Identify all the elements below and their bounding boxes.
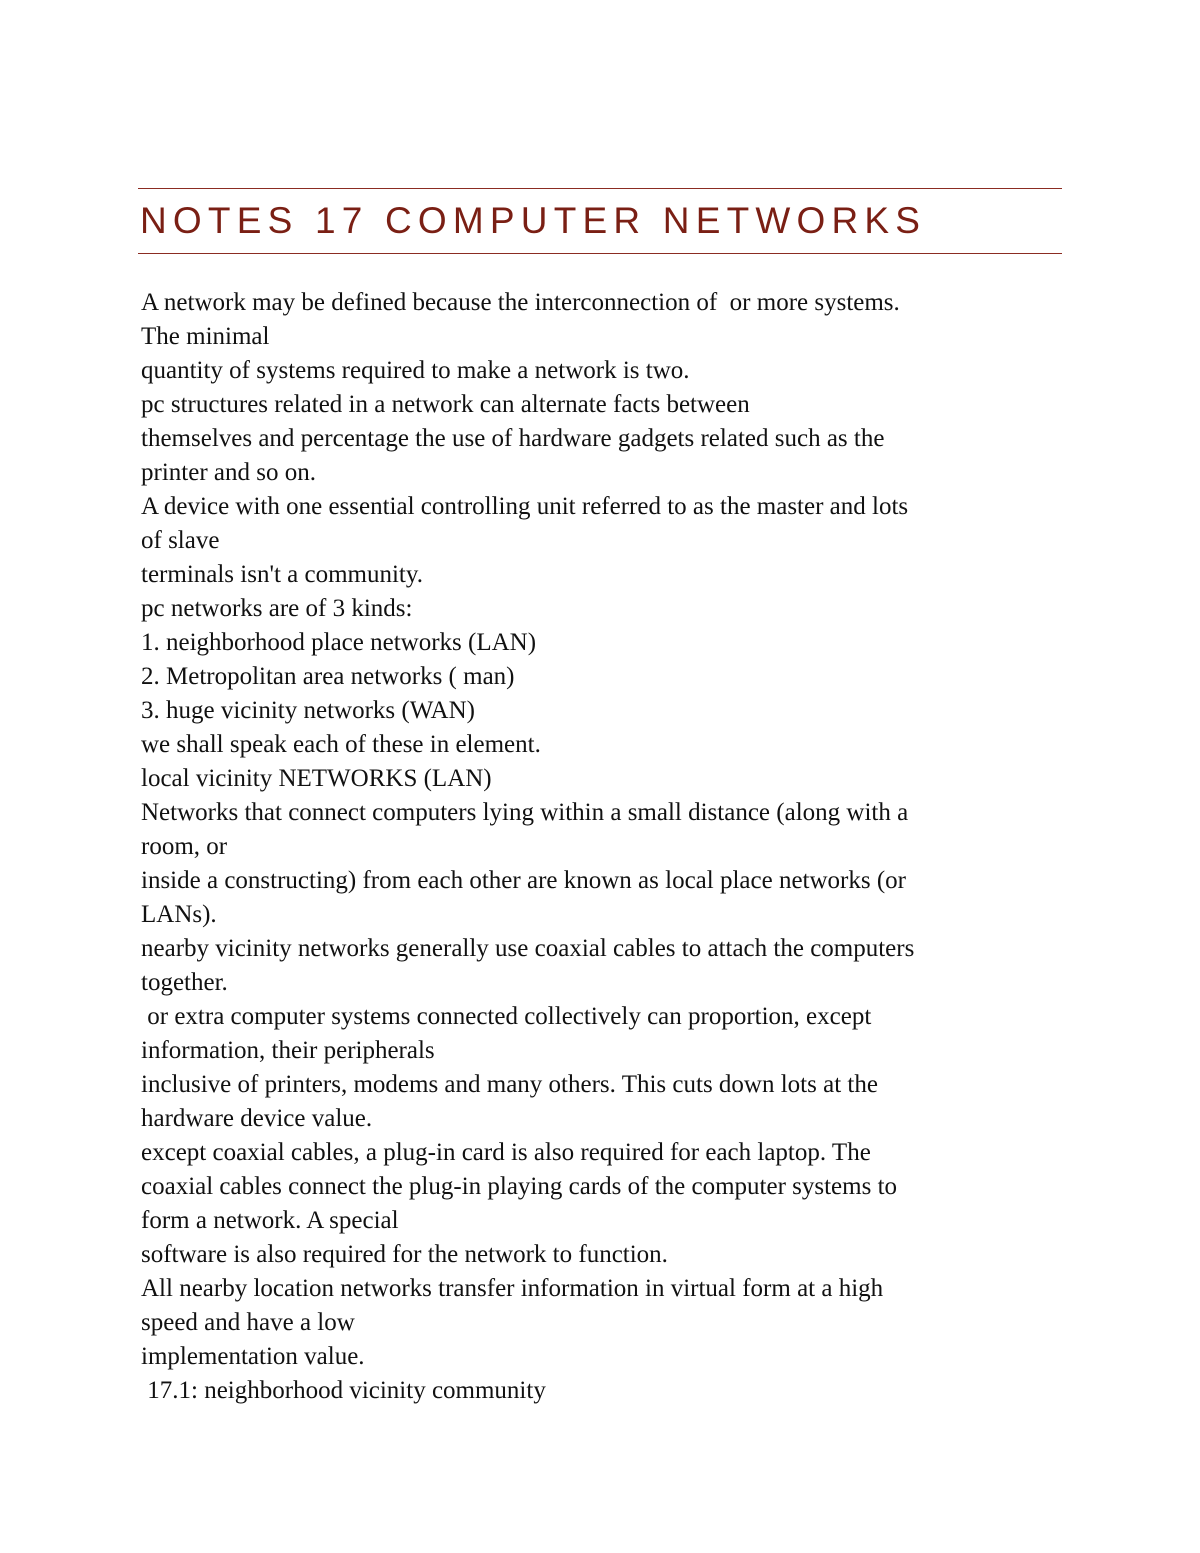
- section-heading-lan: local vicinity NETWORKS (LAN): [141, 765, 492, 792]
- text-line: pc networks are of 3 kinds:: [141, 595, 413, 622]
- list-item-wan: 3. huge vicinity networks (WAN): [141, 697, 475, 724]
- text-line: room, or: [141, 833, 228, 860]
- text-line: inclusive of printers, modems and many others. This cuts down lots at the: [141, 1071, 878, 1098]
- text-line: quantity of systems required to make a network is two.: [141, 357, 690, 384]
- text-line: together.: [141, 969, 228, 996]
- text-line: form a network. A special: [141, 1207, 399, 1234]
- text-line: hardware device value.: [141, 1105, 373, 1132]
- text-line: or extra computer systems connected collectively can proportion, except: [141, 1003, 872, 1030]
- text-line: pc structures related in a network can alternate facts between: [141, 391, 750, 418]
- text-line: LANs).: [141, 901, 217, 928]
- text-line: A device with one essential controlling unit referred to as the master and lots: [141, 493, 909, 520]
- title-bottom-rule: [138, 253, 1062, 254]
- text-line: Networks that connect computers lying within a small distance (along with a: [141, 799, 909, 826]
- text-line: terminals isn't a community.: [141, 561, 424, 588]
- text-line: except coaxial cables, a plug-in card is also required for each laptop. The: [141, 1139, 871, 1166]
- text-line: coaxial cables connect the plug-in playing cards of the computer systems to: [141, 1173, 898, 1200]
- text-line: inside a constructing) from each other are known as local place networks (or: [141, 867, 906, 894]
- body-text: [141, 286, 1081, 1408]
- text-line: nearby vicinity networks generally use coaxial cables to attach the computers: [141, 935, 915, 962]
- text-line: printer and so on.: [141, 459, 316, 486]
- list-item-man: 2. Metropolitan area networks ( man): [141, 663, 515, 690]
- list-item-lan: 1. neighborhood place networks (LAN): [141, 629, 537, 656]
- text-line: The minimal: [141, 323, 270, 350]
- text-line: we shall speak each of these in element.: [141, 731, 541, 758]
- text-line: information, their peripherals: [141, 1037, 435, 1064]
- title-block: [138, 188, 1062, 254]
- page-title: NOTES 17 COMPUTER NETWORKS: [140, 200, 927, 241]
- text-line: software is also required for the network to function.: [141, 1241, 668, 1268]
- text-line: A network may be defined because the interconnection of or more systems.: [141, 289, 900, 316]
- text-line: implementation value.: [141, 1343, 365, 1370]
- text-line: All nearby location networks transfer information in virtual form at a high: [141, 1275, 884, 1302]
- text-line: speed and have a low: [141, 1309, 355, 1336]
- text-line: of slave: [141, 527, 220, 554]
- figure-caption: 17.1: neighborhood vicinity community: [141, 1377, 546, 1404]
- text-line: themselves and percentage the use of hardware gadgets related such as the: [141, 425, 885, 452]
